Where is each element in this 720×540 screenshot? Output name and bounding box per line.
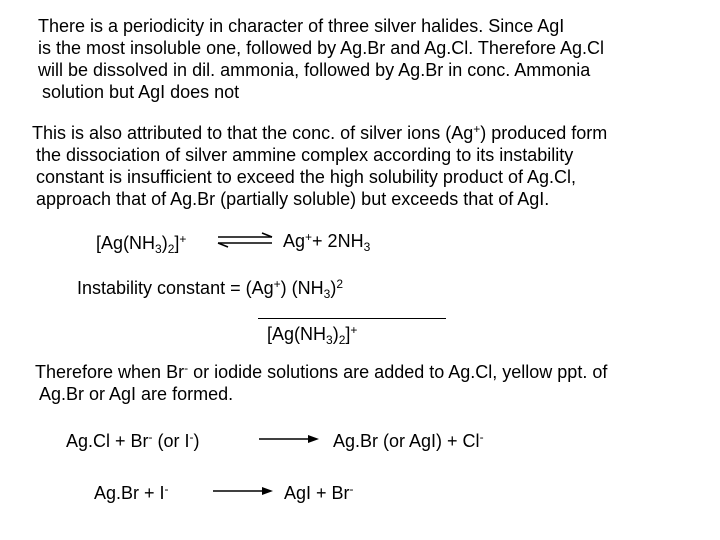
paragraph-line: the dissociation of silver ammine complex according to its instability	[36, 145, 574, 165]
superscript: -	[184, 361, 189, 375]
paragraph-line: constant is insufficient to exceed the high solubility product of Ag.Cl,	[36, 167, 576, 187]
reaction1-reactants	[66, 430, 200, 452]
subscript: 2	[167, 242, 175, 256]
text-segment: )	[332, 324, 339, 344]
paragraph-line	[32, 122, 607, 144]
fraction-bar	[258, 318, 446, 319]
text-segment: ) produced form	[480, 123, 608, 143]
text-segment: ]	[345, 324, 351, 344]
reaction1-products	[333, 430, 484, 452]
subscript: 2	[338, 333, 346, 347]
text-segment: [Ag(NH	[96, 233, 156, 253]
superscript: +	[305, 230, 313, 244]
subscript: 3	[155, 242, 162, 256]
paragraph-line: Ag.Br or AgI are formed.	[39, 384, 234, 404]
text-segment: Ag.Br (or AgI) + Cl	[333, 431, 480, 451]
superscript: -	[164, 482, 169, 496]
reaction-arrow-icon	[258, 433, 320, 445]
paragraph-line: solution but AgI does not	[42, 82, 240, 102]
paragraph-line: approach that of Ag.Br (partially soluble) but exceeds that of AgI.	[36, 189, 550, 209]
text-segment: or iodide solutions are added to Ag.Cl, yellow ppt. of	[188, 362, 608, 382]
instability-constant-numerator	[77, 277, 343, 299]
superscript: -	[189, 430, 194, 444]
text-segment: AgI + Br	[284, 483, 350, 503]
text-segment: )	[193, 431, 200, 451]
equilibrium-right-products	[283, 230, 370, 252]
paragraph-line	[35, 361, 607, 383]
superscript: 2	[336, 277, 343, 291]
instability-constant-denominator	[267, 323, 357, 345]
reaction2-products	[284, 482, 354, 504]
text-segment: Therefore when Br	[35, 362, 185, 382]
subscript: 3	[323, 287, 331, 301]
equilibrium-left-complex	[96, 232, 186, 254]
text-segment: ) (NH	[280, 278, 324, 298]
superscript: -	[479, 430, 484, 444]
superscript: +	[473, 122, 481, 136]
superscript: +	[273, 277, 281, 291]
reaction-arrow-icon	[212, 485, 274, 497]
text-segment: Instability constant = (Ag	[77, 278, 274, 298]
paragraph-line: will be dissolved in dil. ammonia, followed by Ag.Br in conc. Ammonia	[38, 60, 591, 80]
paragraph-line: There is a periodicity in character of three silver halides. Since AgI	[38, 16, 565, 36]
text-segment: [Ag(NH	[267, 324, 327, 344]
superscript: +	[179, 232, 187, 246]
paragraph-line: is the most insoluble one, followed by Ag.Br and Ag.Cl. Therefore Ag.Cl	[38, 38, 604, 58]
paragraph-precipitation	[35, 361, 607, 405]
subscript: 3	[326, 333, 333, 347]
text-segment: Ag.Br + I	[94, 483, 165, 503]
text-segment: ]	[174, 233, 180, 253]
superscript: +	[350, 323, 358, 337]
reaction2-reactants	[94, 482, 169, 504]
paragraph-instability-explanation	[32, 122, 607, 210]
subscript: 3	[363, 240, 371, 254]
text-segment: )	[330, 278, 337, 298]
text-segment: This is also attributed to that the conc. of silver ions (Ag	[32, 123, 474, 143]
text-segment: (or I	[152, 431, 190, 451]
equilibrium-arrow-icon	[216, 232, 274, 248]
text-segment: )	[161, 233, 168, 253]
text-segment: + 2NH	[312, 231, 364, 251]
text-segment: Ag.Cl + Br	[66, 431, 149, 451]
superscript: -	[148, 430, 153, 444]
superscript: -	[349, 482, 354, 496]
text-segment: Ag	[283, 231, 306, 251]
paragraph-periodicity	[38, 15, 604, 103]
